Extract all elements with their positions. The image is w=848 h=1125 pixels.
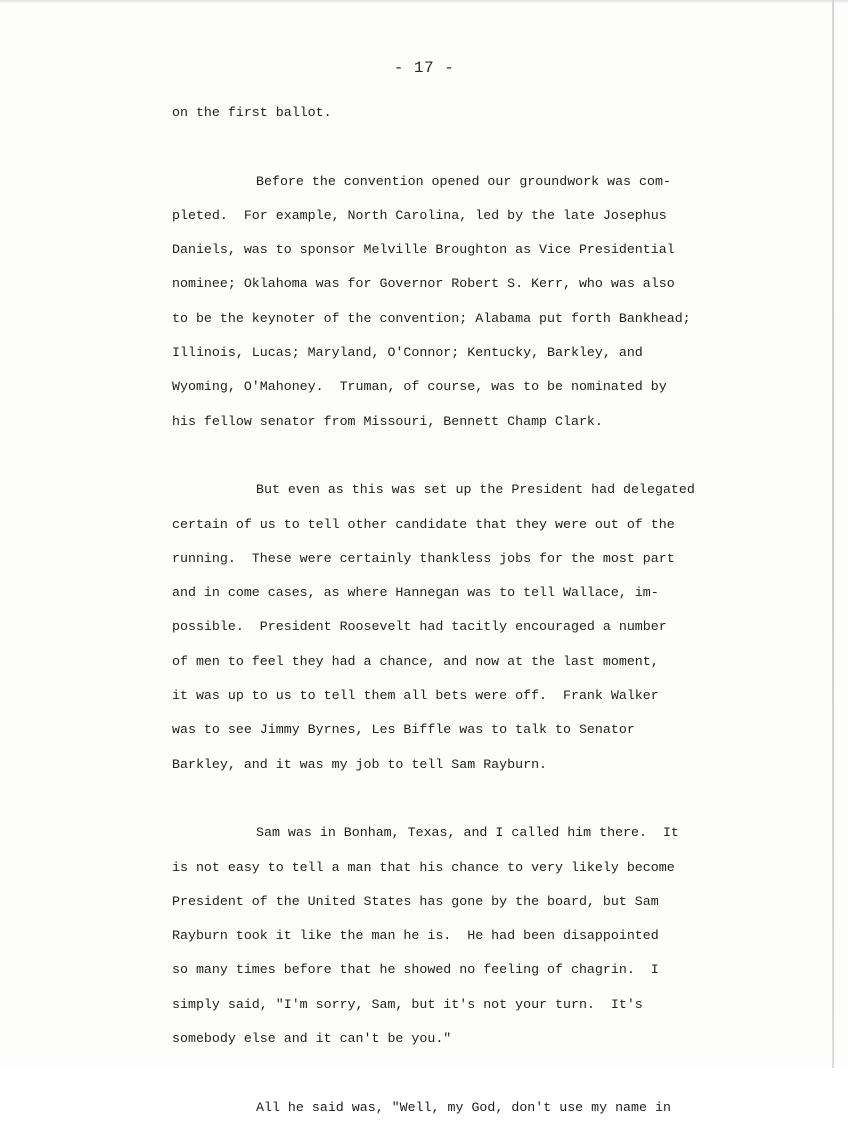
text-line: it was up to us to tell them all bets were off. Frank Walker <box>172 688 659 704</box>
text-line: pleted. For example, North Carolina, led by the late Josephus <box>172 207 667 223</box>
text-line: simply said, "I'm sorry, Sam, but it's not your turn. It's <box>172 996 643 1012</box>
text-line: All he said was, "Well, my God, don't use my name in <box>256 1099 671 1115</box>
text-line: is not easy to tell a man that his chance to very likely become <box>172 859 675 875</box>
body-text <box>172 96 732 1125</box>
scan-right-edge <box>832 0 834 1068</box>
text-line: President of the United States has gone by the board, but Sam <box>172 893 659 909</box>
text-line: Illinois, Lucas; Maryland, O'Connor; Kentucky, Barkley, and <box>172 345 643 361</box>
text-line: Wyoming, O'Mahoney. Truman, of course, was to be nominated by <box>172 379 667 395</box>
text-line: so many times before that he showed no feeling of chagrin. I <box>172 962 659 978</box>
paragraph <box>172 96 732 130</box>
text-line: Rayburn took it like the man he is. He had been disappointed <box>172 928 659 944</box>
text-line: nominee; Oklahoma was for Governor Robert S. Kerr, who was also <box>172 276 675 292</box>
paragraph <box>172 1091 732 1125</box>
text-line: to be the keynoter of the convention; Alabama put forth Bankhead; <box>172 310 691 326</box>
text-line: But even as this was set up the President had delegated <box>256 482 695 498</box>
text-line: and in come cases, as where Hannegan was to tell Wallace, im- <box>172 585 659 601</box>
paragraph <box>172 816 732 1056</box>
scan-top-edge <box>0 0 848 4</box>
text-line: his fellow senator from Missouri, Bennett Champ Clark. <box>172 413 603 429</box>
text-line: was to see Jimmy Byrnes, Les Biffle was to talk to Senator <box>172 722 635 738</box>
text-line: certain of us to tell other candidate that they were out of the <box>172 516 675 532</box>
text-line: somebody else and it can't be you." <box>172 1031 452 1047</box>
text-line: on the first ballot. <box>172 105 332 120</box>
paragraph <box>172 165 732 439</box>
text-line: Sam was in Bonham, Texas, and I called him there. It <box>256 825 679 841</box>
text-line: running. These were certainly thankless jobs for the most part <box>172 550 675 566</box>
page-number: - 17 - <box>393 59 455 77</box>
text-line: Daniels, was to sponsor Melville Broughton as Vice Presidential <box>172 242 675 258</box>
text-line: of men to feel they had a chance, and now at the last moment, <box>172 653 659 669</box>
text-line: Before the convention opened our groundwork was com- <box>256 173 671 189</box>
text-line: Barkley, and it was my job to tell Sam Rayburn. <box>172 756 548 772</box>
paragraph <box>172 473 732 782</box>
text-line: possible. President Roosevelt had tacitly encouraged a number <box>172 619 667 635</box>
